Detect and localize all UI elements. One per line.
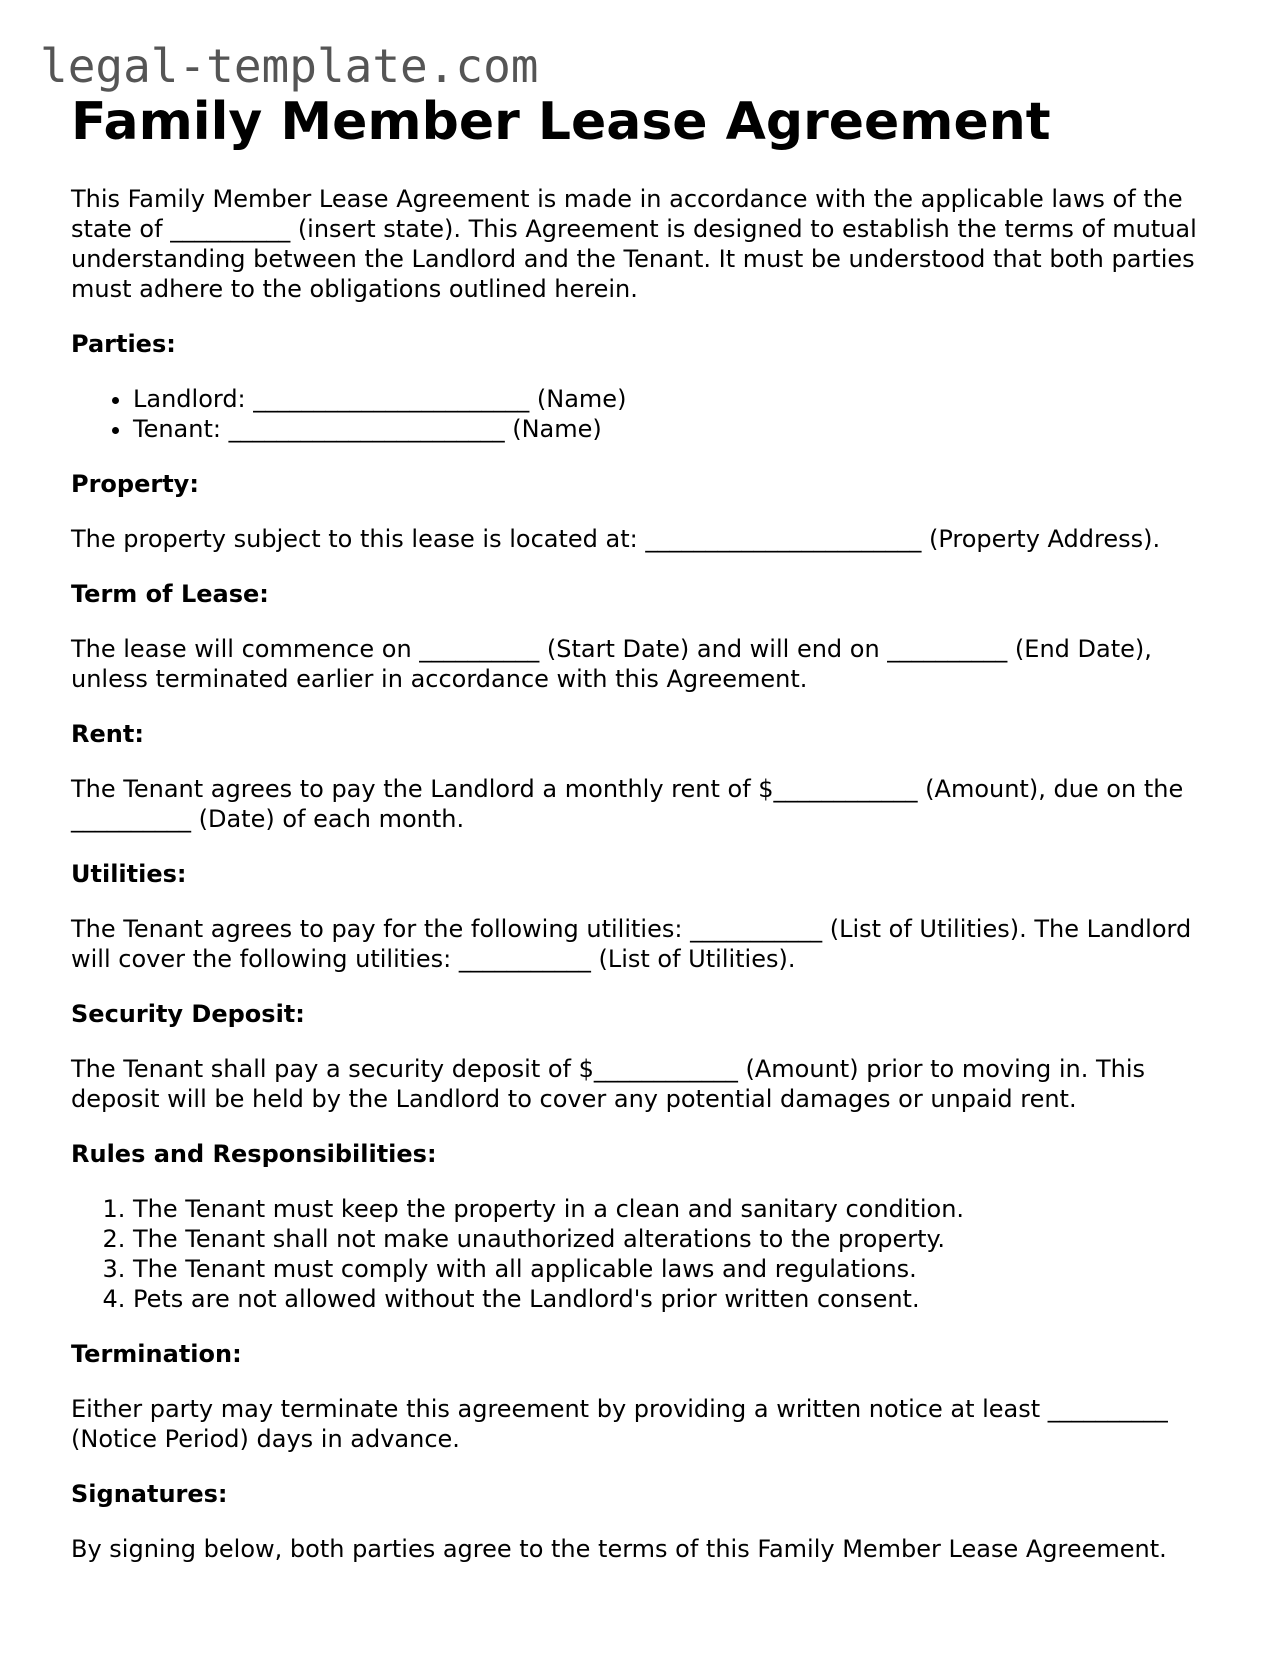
list-item: • Landlord: _______________________ (Name) xyxy=(133,384,1221,414)
termination-heading: Termination: xyxy=(71,1340,242,1368)
property-text: The property subject to this lease is located at: _______________________ (Property Address). xyxy=(71,525,1161,553)
term-heading: Term of Lease: xyxy=(71,580,269,608)
signatures-text: By signing below, both parties agree to the terms of this Family Member Lease Agreement. xyxy=(71,1535,1167,1563)
list-item: 2. The Tenant shall not make unauthorized alterations to the property. xyxy=(133,1224,1221,1254)
parties-list xyxy=(71,384,1221,444)
document-title: Family Member Lease Agreement xyxy=(71,92,1051,152)
signatures-heading: Signatures: xyxy=(71,1480,228,1508)
termination-text: Either party may terminate this agreement by providing a written notice at least __________ (Notice Period) days in advance. xyxy=(71,1395,1168,1453)
document xyxy=(71,90,1221,1564)
property-heading: Property: xyxy=(71,470,199,498)
term-text: The lease will commence on __________ (Start Date) and will end on __________ (End Date), unless terminated earlier in accordance with this Agreement. xyxy=(71,635,1152,693)
utilities-text: The Tenant agrees to pay for the following utilities: ___________ (List of Utilities). The Landlord will cover the following utilities: ___________ (List of Utilities). xyxy=(71,915,1192,973)
list-item: 3. The Tenant must comply with all applicable laws and regulations. xyxy=(133,1254,1221,1284)
deposit-heading: Security Deposit: xyxy=(71,1000,305,1028)
intro-paragraph: This Family Member Lease Agreement is made in accordance with the applicable laws of the state of __________ (insert state). This Agreement is designed to establish the terms of mutual understanding between the Landlord and the Tenant. It must be understood that both parties must adhere to the obligations outlined herein. xyxy=(71,185,1197,303)
list-item: 4. Pets are not allowed without the Landlord's prior written consent. xyxy=(133,1284,1221,1314)
utilities-heading: Utilities: xyxy=(71,860,187,888)
watermark: legal-template.com xyxy=(40,39,539,93)
parties-heading: Parties: xyxy=(71,330,176,358)
rules-list xyxy=(71,1194,1221,1314)
rules-heading: Rules and Responsibilities: xyxy=(71,1140,437,1168)
rent-text: The Tenant agrees to pay the Landlord a monthly rent of $____________ (Amount), due on the __________ (Date) of each month. xyxy=(71,775,1184,833)
list-item: • Tenant: _______________________ (Name) xyxy=(133,414,1221,444)
deposit-text: The Tenant shall pay a security deposit of $____________ (Amount) prior to moving in. This deposit will be held by the Landlord to cover any potential damages or unpaid rent. xyxy=(71,1055,1146,1113)
list-item: 1. The Tenant must keep the property in a clean and sanitary condition. xyxy=(133,1194,1221,1224)
rent-heading: Rent: xyxy=(71,720,144,748)
